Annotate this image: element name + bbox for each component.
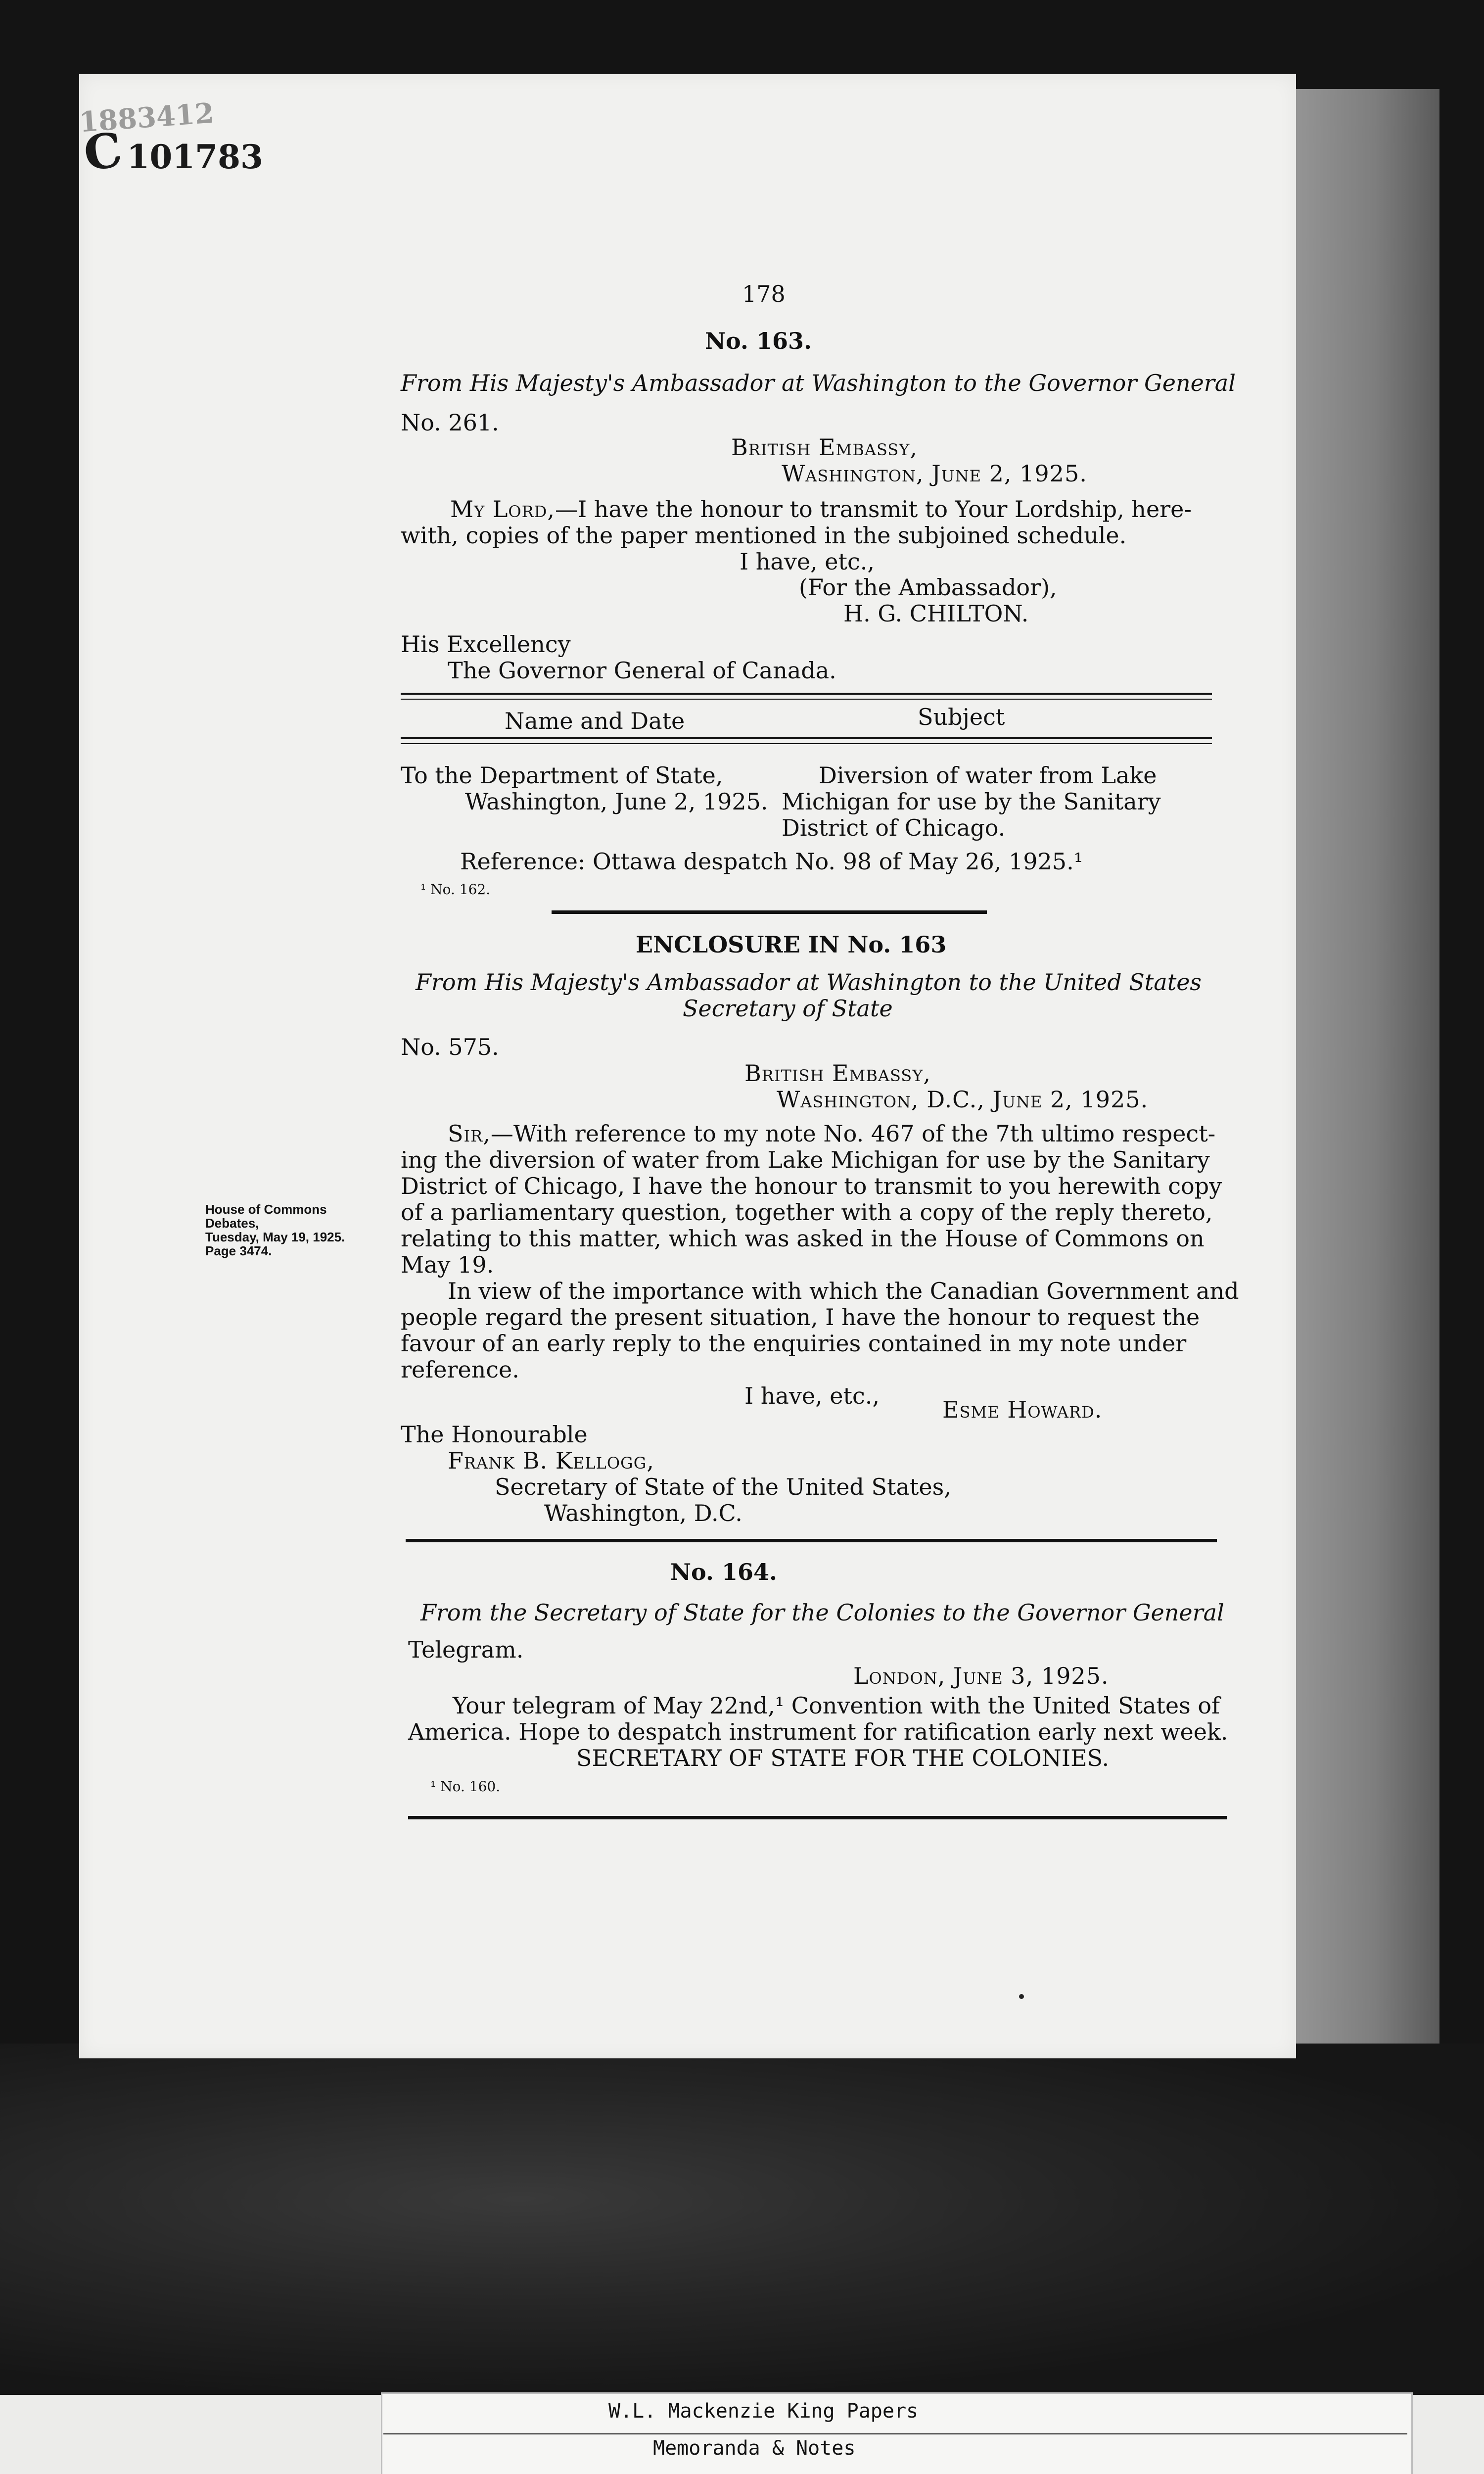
- enclosure-addressee-2: Frank B. Kellogg,: [448, 1447, 654, 1474]
- margin-note-1: House of Commons: [205, 1202, 327, 1217]
- doc163-ref-no: No. 261.: [401, 409, 499, 436]
- enclosure-para1-line4: of a parliamentary question, together with a copy of the reply thereto,: [401, 1199, 1213, 1226]
- enclosure-addressee-1: The Honourable: [401, 1421, 588, 1448]
- enclosure-para1-line5: relating to this matter, which was asked in the House of Commons on: [401, 1225, 1205, 1252]
- doc164-heading: No. 164.: [670, 1559, 777, 1585]
- schedule-top-rule: [401, 693, 1212, 695]
- enclosure-closing: I have, etc.,: [744, 1382, 880, 1409]
- doc164-subtitle: From the Secretary of State for the Colonies to the Governor General: [420, 1599, 1224, 1626]
- doc164-body-2: America. Hope to despatch instrument for ratification early next week.: [408, 1718, 1228, 1745]
- doc163-for-line: (For the Ambassador),: [799, 574, 1057, 601]
- enclosure-para1-line1: [448, 1119, 1215, 1148]
- enclosure-signatory: Esme Howard.: [942, 1396, 1103, 1423]
- margin-note-3: Tuesday, May 19, 1925.: [205, 1230, 345, 1244]
- enclosure-sender: British Embassy,: [744, 1060, 931, 1087]
- enclosure-place-date: Washington, D.C., June 2, 1925.: [777, 1086, 1149, 1113]
- doc163-signatory: H. G. CHILTON.: [843, 600, 1029, 627]
- schedule-row-subject-1: Diversion of water from Lake: [819, 762, 1157, 789]
- enclosure-addressee-3: Secretary of State of the United States,: [495, 1474, 951, 1500]
- adjacent-page-edge: [1276, 89, 1439, 2058]
- enclosure-ref-no: No. 575.: [401, 1034, 499, 1060]
- schedule-top-rule-2: [401, 699, 1212, 700]
- enclosure-para2-line1: In view of the importance with which the Canadian Government and: [448, 1278, 1239, 1304]
- margin-note-4: Page 3474.: [205, 1243, 272, 1258]
- document-page: [79, 74, 1296, 2058]
- stamp-number: 101783: [127, 138, 263, 176]
- enclosure-subtitle-2: Secretary of State: [683, 995, 893, 1022]
- doc163-addressee-1: His Excellency: [401, 631, 571, 658]
- enclosure-para1-line2: ing the diversion of water from Lake Michigan for use by the Sanitary: [401, 1146, 1210, 1173]
- section-rule-1: [552, 910, 987, 914]
- schedule-row-subject-2: Michigan for use by the Sanitary: [782, 788, 1161, 815]
- doc163-footnote: ¹ No. 162.: [420, 881, 491, 898]
- doc164-body-1: Your telegram of May 22nd,¹ Convention with the United States of: [453, 1692, 1220, 1719]
- doc164-footnote: ¹ No. 160.: [430, 1778, 501, 1795]
- enclosure-para1-text1: —With reference to my note No. 467 of the 7th ultimo respect-: [490, 1120, 1216, 1147]
- schedule-row-subject-3: District of Chicago.: [782, 814, 1006, 841]
- enclosure-para1-line6: May 19.: [401, 1251, 494, 1278]
- enclosure-addressee-4: Washington, D.C.: [544, 1500, 742, 1526]
- schedule-mid-rule-2: [401, 743, 1212, 744]
- doc163-closing: I have, etc.,: [740, 548, 875, 575]
- section-rule-2: [406, 1539, 1217, 1542]
- doc163-body-line2: with, copies of the paper mentioned in the subjoined schedule.: [401, 522, 1127, 549]
- margin-note-2: Debates,: [205, 1216, 259, 1231]
- doc163-salutation: My Lord,: [450, 496, 556, 523]
- enclosure-para2-line4: reference.: [401, 1356, 519, 1383]
- label-collection: W.L. Mackenzie King Papers: [608, 2400, 919, 2423]
- enclosure-salutation: Sir,: [448, 1120, 491, 1147]
- doc164-place-date: London, June 3, 1925.: [853, 1663, 1109, 1689]
- doc163-reference: Reference: Ottawa despatch No. 98 of May 26, 1925.¹: [460, 848, 1083, 875]
- stamp-prefix: C: [80, 121, 126, 182]
- schedule-col-subject: Subject: [918, 704, 1005, 730]
- doc163-place-date: Washington, June 2, 1925.: [782, 460, 1087, 487]
- schedule-row-name-1: To the Department of State,: [401, 762, 723, 789]
- film-speck: [1019, 1994, 1024, 1999]
- label-series: Memoranda & Notes: [653, 2437, 856, 2460]
- section-rule-3: [408, 1816, 1227, 1819]
- enclosure-para2-line3: favour of an early reply to the enquiries contained in my note under: [401, 1330, 1187, 1357]
- film-background: [0, 2044, 1484, 2390]
- doc164-kind: Telegram.: [408, 1636, 524, 1663]
- doc163-heading: No. 163.: [705, 328, 812, 354]
- doc164-signatory: SECRETARY OF STATE FOR THE COLONIES.: [576, 1745, 1110, 1771]
- page-number: 178: [742, 281, 786, 307]
- enclosure-heading: ENCLOSURE IN No. 163: [636, 931, 947, 958]
- doc163-sender: British Embassy,: [731, 434, 918, 461]
- enclosure-para1-line3: District of Chicago, I have the honour to transmit to you herewith copy: [401, 1173, 1222, 1199]
- doc163-body-text1: —I have the honour to transmit to Your Lordship, here-: [555, 496, 1192, 523]
- label-divider: [383, 2433, 1407, 2434]
- enclosure-subtitle-1: From His Majesty's Ambassador at Washington to the United States: [416, 969, 1202, 996]
- schedule-row-name-2: Washington, June 2, 1925.: [465, 788, 768, 815]
- overstamp: 1883412: [78, 96, 215, 139]
- enclosure-para2-line2: people regard the present situation, I have the honour to request the: [401, 1304, 1200, 1331]
- doc163-subtitle: From His Majesty's Ambassador at Washington to the Governor General: [401, 370, 1236, 396]
- doc163-addressee-2: The Governor General of Canada.: [448, 657, 836, 684]
- doc163-body-line1: [450, 495, 1192, 523]
- schedule-mid-rule: [401, 737, 1212, 739]
- schedule-col-name: Name and Date: [505, 708, 685, 734]
